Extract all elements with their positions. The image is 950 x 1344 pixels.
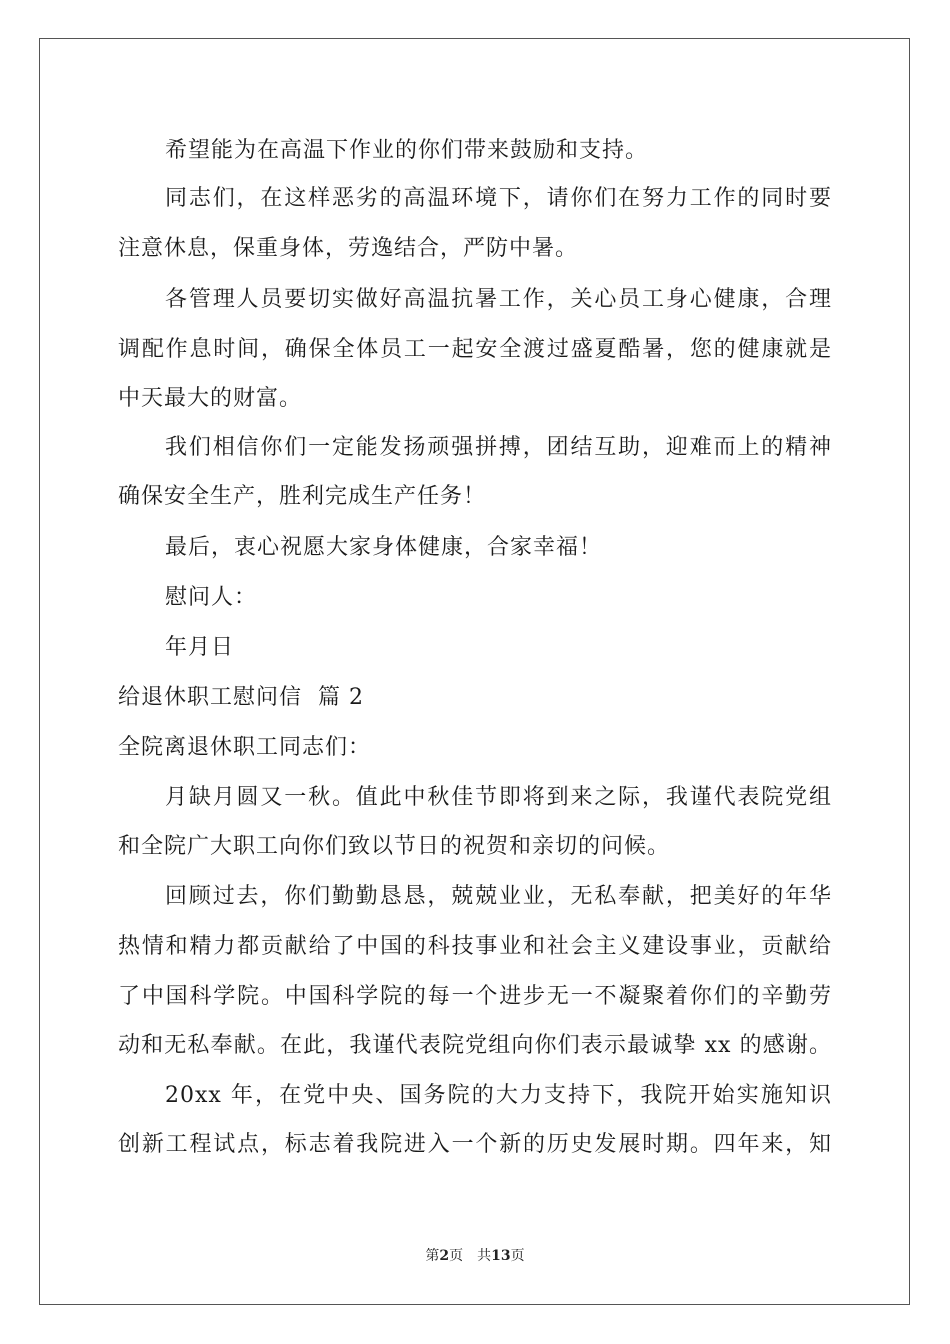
salutation: 全院离退休职工同志们： xyxy=(118,735,372,760)
section-heading: 给退休职工慰问信 篇 2 xyxy=(118,685,364,710)
paragraph-line: 动和无私奉献。在此，我谨代表院党组向你们表示最诚挚 xx 的感谢。 xyxy=(118,1033,832,1058)
page-total: 13 xyxy=(491,1248,511,1264)
paragraph-line: 我们相信你们一定能发扬顽强拼搏，团结互助，迎难而上的精神 xyxy=(165,435,832,460)
signature-label: 慰问人： xyxy=(165,585,258,610)
page-prefix: 第 xyxy=(425,1248,440,1264)
total-prefix: 共 xyxy=(477,1248,492,1264)
paragraph-line: 20xx 年，在党中央、国务院的大力支持下，我院开始实施知识 xyxy=(165,1083,832,1108)
paragraph-line: 确保安全生产，胜利完成生产任务！ xyxy=(118,484,487,509)
page-unit: 页 xyxy=(449,1248,464,1264)
paragraph-line: 热情和精力都贡献给了中国的科技事业和社会主义建设事业，贡献给 xyxy=(118,934,832,959)
paragraph-line: 月缺月圆又一秋。值此中秋佳节即将到来之际，我谨代表院党组 xyxy=(165,785,832,810)
page-border xyxy=(39,38,910,1305)
paragraph-line: 同志们，在这样恶劣的高温环境下，请你们在努力工作的同时要 xyxy=(165,186,832,211)
paragraph-line: 最后，衷心祝愿大家身体健康，合家幸福！ xyxy=(165,535,603,560)
paragraph-line: 注意休息，保重身体，劳逸结合，严防中暑。 xyxy=(118,236,579,261)
date-line: 年月日 xyxy=(165,635,235,660)
paragraph-line: 希望能为在高温下作业的你们带来鼓励和支持。 xyxy=(165,138,649,163)
page-current: 2 xyxy=(439,1248,450,1264)
paragraph-line: 各管理人员要切实做好高温抗暑工作，关心员工身心健康，合理 xyxy=(165,287,832,312)
page-footer xyxy=(0,1247,950,1265)
paragraph-line: 中天最大的财富。 xyxy=(118,386,303,411)
total-unit: 页 xyxy=(510,1248,525,1264)
paragraph-line: 回顾过去，你们勤勤恳恳，兢兢业业，无私奉献，把美好的年华 xyxy=(165,884,832,909)
paragraph-line: 调配作息时间，确保全体员工一起安全渡过盛夏酷暑，您的健康就是 xyxy=(118,337,832,362)
paragraph-line: 了中国科学院。中国科学院的每一个进步无一不凝聚着你们的辛勤劳 xyxy=(118,984,832,1009)
paragraph-line: 和全院广大职工向你们致以节日的祝贺和亲切的问候。 xyxy=(118,834,671,859)
paragraph-line: 创新工程试点，标志着我院进入一个新的历史发展时期。四年来，知 xyxy=(118,1132,832,1157)
